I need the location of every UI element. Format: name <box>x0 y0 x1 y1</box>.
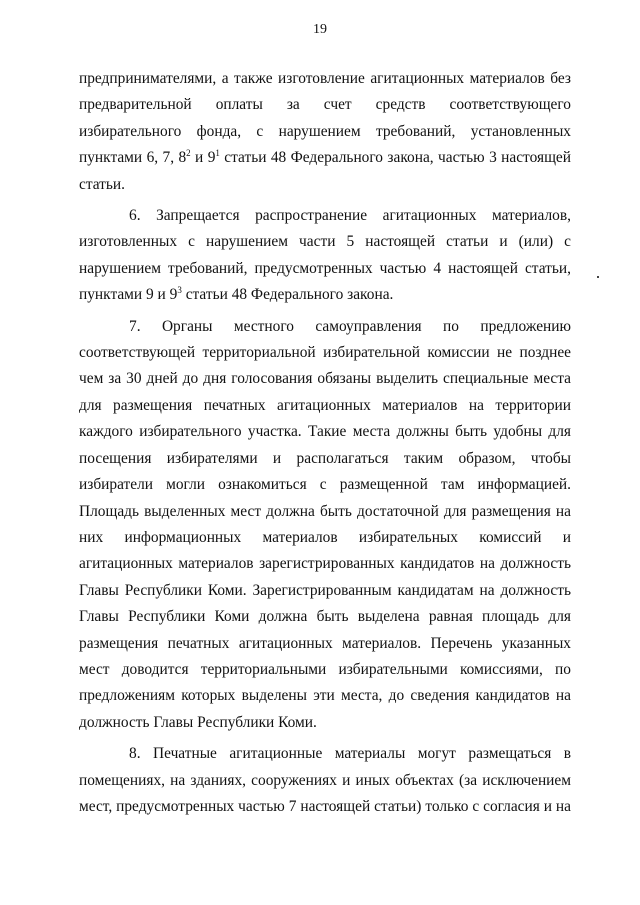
text-segment: статьи 48 Федерального закона, частью 3 настоящей статьи. <box>79 149 571 193</box>
scan-artifact-dot <box>597 276 599 278</box>
text-segment: 7. Органы местного самоуправления по предложению соответствующей территориальной избирательной комиссии не позднее чем за 30 дней до дня голосования обязаны выделить специальные места для размещения печатных агитационных материалов на территории каждого избирательного участка. Такие места должны быть удобны для посещения избирателями и располагаться таким образом, чтобы избиратели могли ознакомиться с размещенной там информацией. Площадь выделенных мест должна быть достаточной для размещения на них информационных материалов избирательных комиссий и агитационных материалов зарегистрированных кандидатов на должность Главы Республики Коми. Зарегистрированным кандидатам на должность Главы Республики Коми должна быть выделена равная площадь для размещения печатных агитационных материалов. Перечень указанных мест доводится территориальными избирательными комиссиями, по предложениям которых выделены эти места, до сведения кандидатов на должность Главы Республики Коми. <box>79 317 571 731</box>
superscript-index: 2 <box>186 148 191 159</box>
superscript-index: 1 <box>215 148 220 159</box>
text-segment: и 9 <box>190 149 216 167</box>
text-segment: 6. Запрещается распространение агитационных материалов, изготовленных с нарушением части 5 настоящей статьи и (или) с нарушением требований, предусмотренных частью 4 настоящей статьи, пунктами 9 и 9 <box>79 207 571 304</box>
text-segment: статьи 48 Федерального закона. <box>181 286 394 304</box>
paragraph-item-7 <box>79 314 571 737</box>
paragraph-item-6 <box>79 203 571 309</box>
page-number: 19 <box>313 22 327 37</box>
paragraph-item-8 <box>79 741 571 820</box>
text-segment: предпринимателями, а также изготовление агитационных материалов без предварительной оплаты за счет средств соответствующего избирательного фонда, с нарушением требований, установленных пунктами 6, 7, 8 <box>79 70 571 167</box>
text-segment: 8. Печатные агитационные материалы могут размещаться в помещениях, на зданиях, сооружениях и иных объектах (за исключением мест, предусмотренных частью 7 настоящей статьи) только с согласия и на <box>79 745 571 815</box>
superscript-index: 3 <box>177 285 182 296</box>
document-body <box>79 66 571 825</box>
paragraph-continuation <box>79 66 571 198</box>
